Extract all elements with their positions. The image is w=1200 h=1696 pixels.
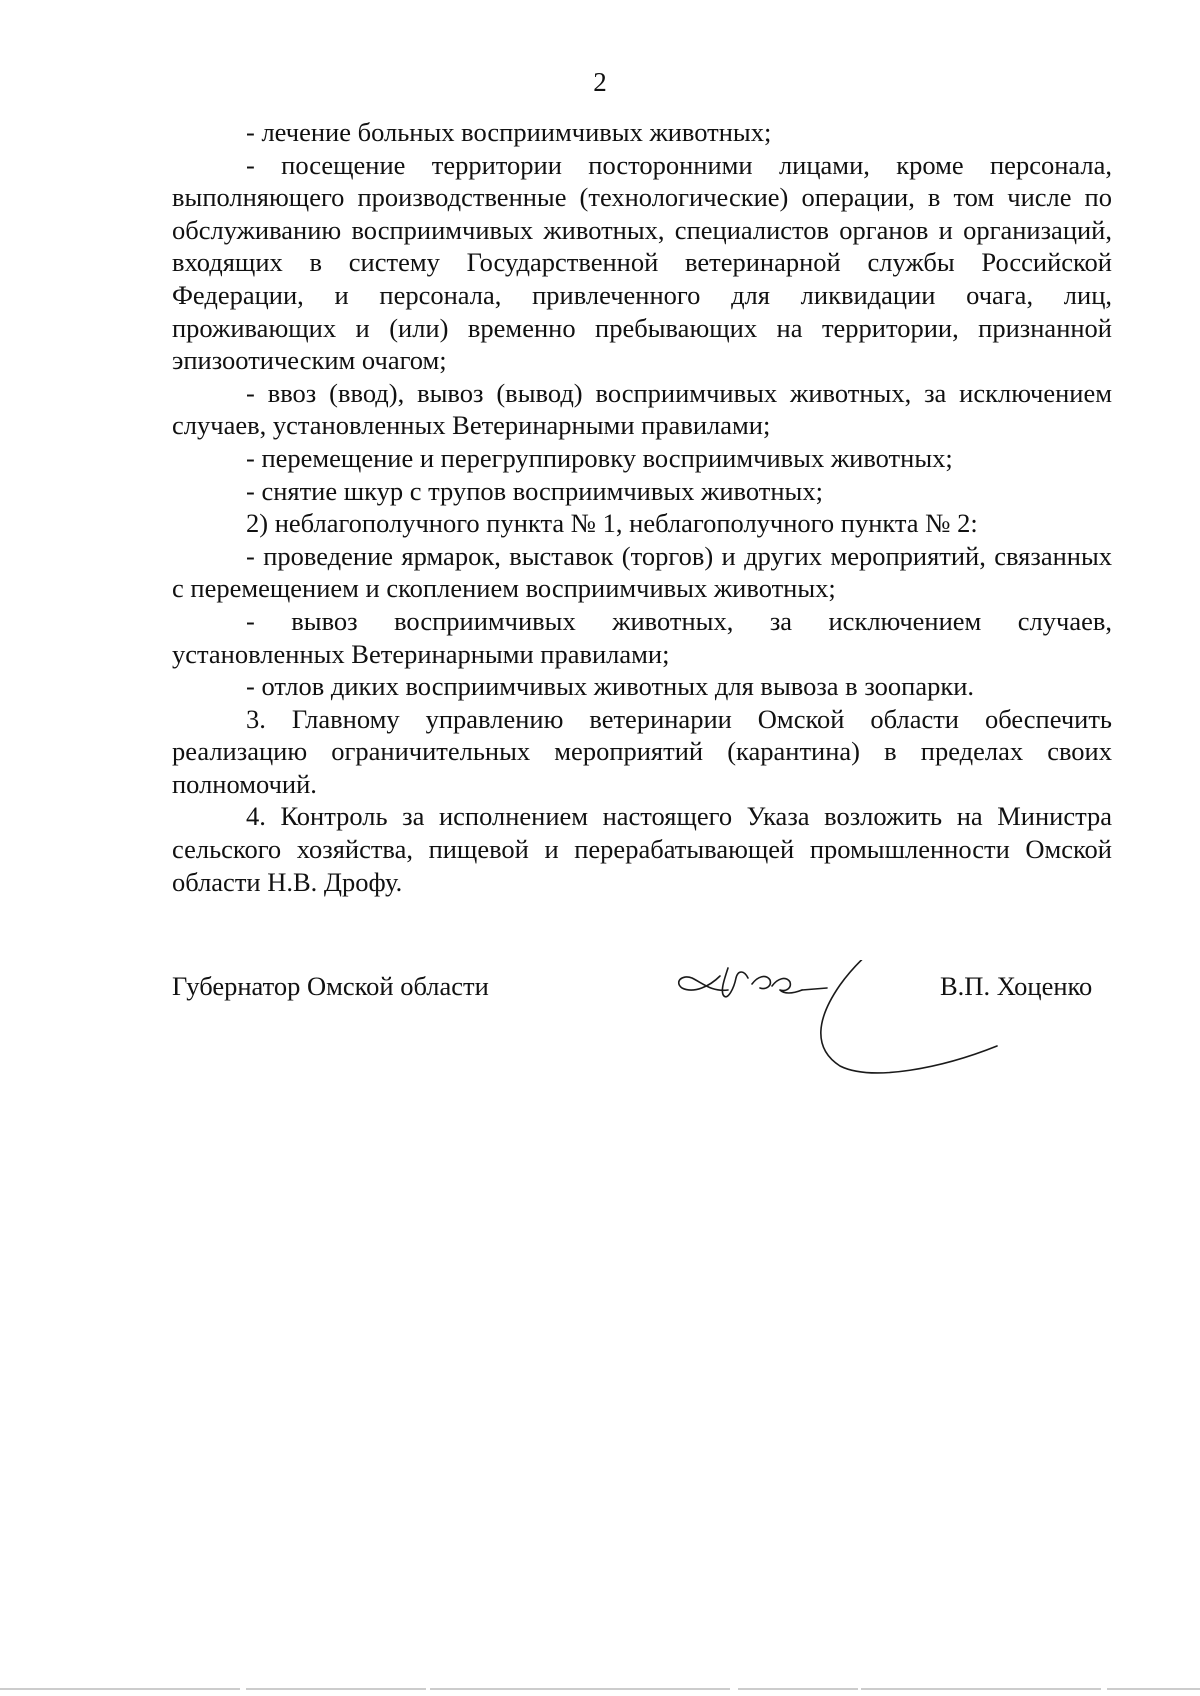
paragraph-trapping: - отлов диких восприимчивых животных для вывоза в зоопарки.	[246, 671, 975, 702]
paragraph-fairs: - проведение ярмарок, выставок (торгов) и других мероприятий, связанных с перемещением и скоплением восприимчивых животных;	[172, 540, 1112, 604]
paragraph-unfavorable-points: 2) неблагополучного пункта № 1, неблагополучного пункта № 2:	[246, 508, 978, 539]
signatory-position: Губернатор Омской области	[172, 971, 489, 1001]
paragraph-removal: - вывоз восприимчивых животных, за исключением случаев, установленных Ветеринарными правилами;	[172, 605, 1112, 669]
bottom-scan-line	[0, 1688, 1200, 1690]
paragraph-treatment: - лечение больных восприимчивых животных;	[246, 117, 772, 147]
paragraph-regrouping: - перемещение и перегруппировку восприимчивых животных;	[246, 442, 953, 473]
document-body	[172, 116, 1112, 898]
paragraph-item-4: 4. Контроль за исполнением настоящего Указа возложить на Министра сельского хозяйства, пищевой и перерабатывающей промышленности Омской области Н.В. Дрофу.	[172, 801, 1112, 897]
paragraph-skinning: - снятие шкур с трупов восприимчивых животных;	[246, 475, 823, 506]
signature-block	[172, 960, 1112, 1080]
paragraph-item-3: 3. Главному управлению ветеринарии Омской области обеспечить реализацию ограничительных мероприятий (карантина) в пределах своих полномочий.	[172, 703, 1112, 799]
signatory-name: В.П. Хоценко	[940, 971, 1093, 1001]
paragraph-visit-restriction: - посещение территории посторонними лицами, кроме персонала, выполняющего производственные (технологические) операции, в том числе по обслуживанию восприимчивых животных, специалистов органов и организаций, входящих в систему Государственной ветеринарной службы Российской Федерации, и персонала, привлеченного для ликвидации очага, лиц, проживающих и (или) временно пребывающих на территории, признанной эпизоотическим очагом;	[172, 149, 1112, 376]
page-number: 2	[593, 67, 607, 97]
paragraph-import-export: - ввоз (ввод), вывоз (вывод) восприимчивых животных, за исключением случаев, установленных Ветеринарными правилами;	[172, 377, 1112, 441]
